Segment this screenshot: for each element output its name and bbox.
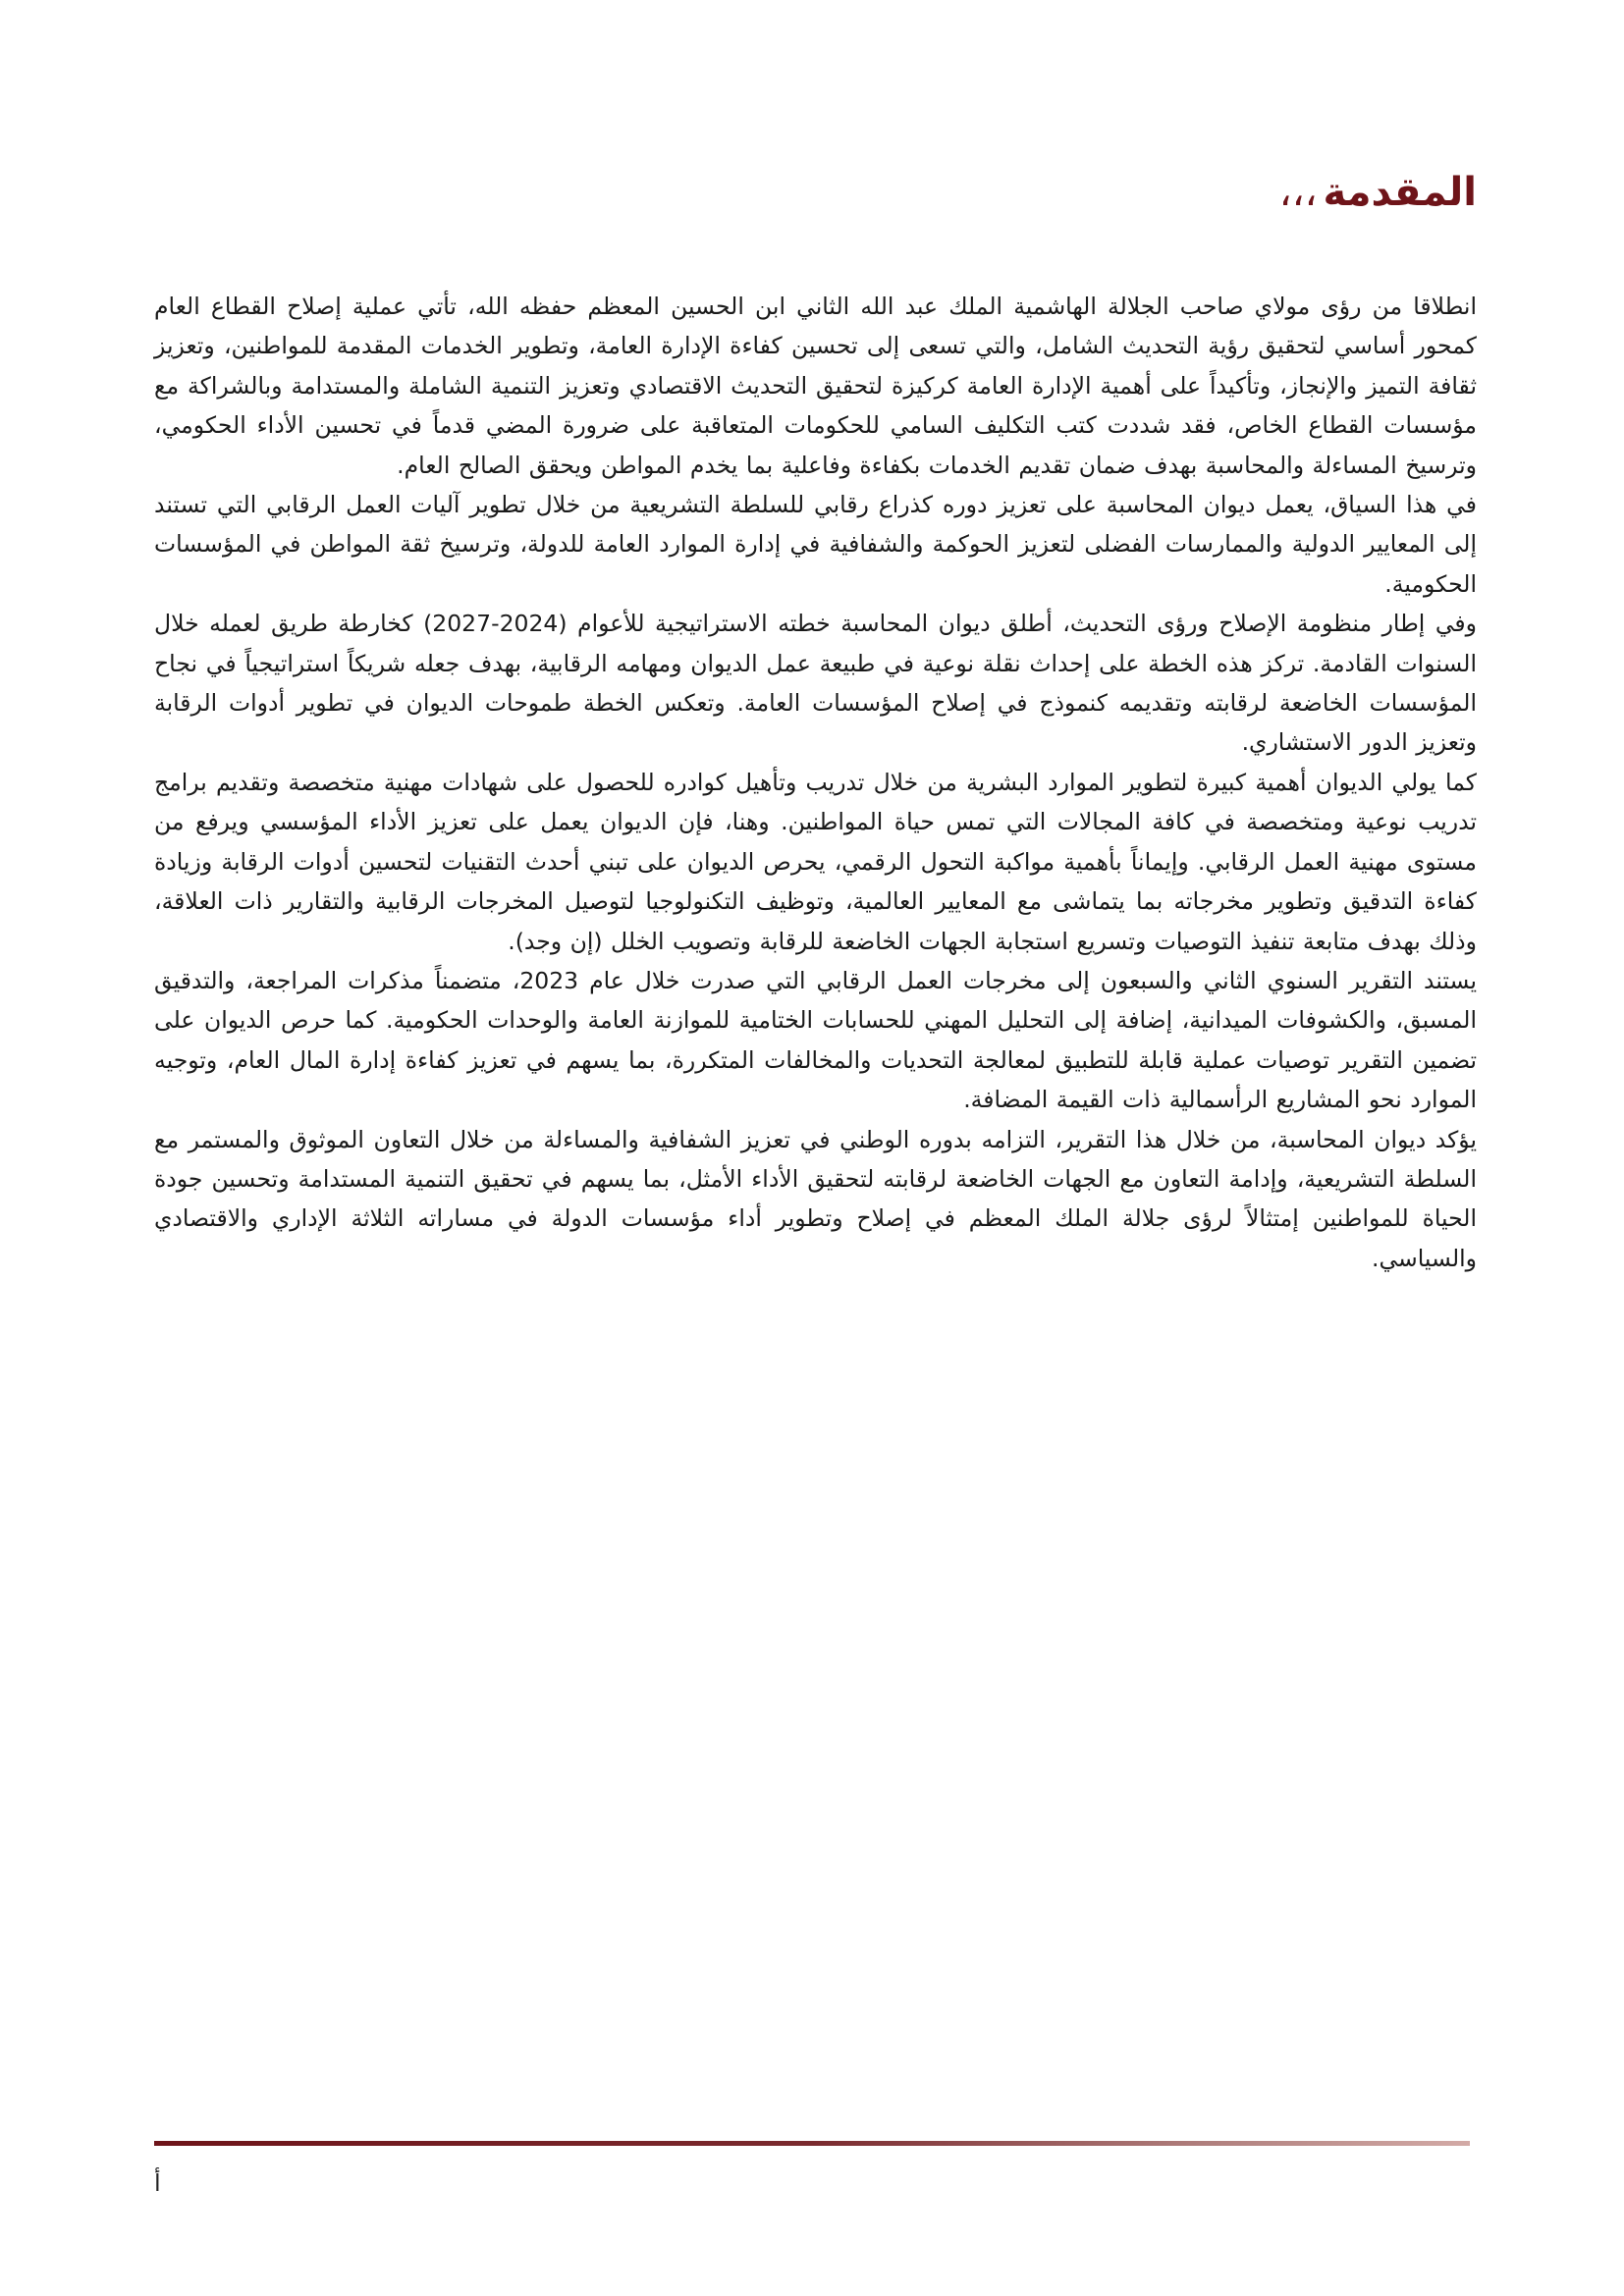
page-title-text: المقدمة bbox=[1323, 170, 1477, 215]
footer-divider bbox=[154, 2141, 1470, 2146]
page-title bbox=[1279, 169, 1477, 216]
paragraph-human-resources: كما يولي الديوان أهمية كبيرة لتطوير الموارد البشرية من خلال تدريب وتأهيل كوادره للحصول على شهادات مهنية متخصصة وتقديم برامج تدريب نوعية ومتخصصة في كافة المجالات التي تمس حياة المواطنين. وهنا، فإن الديوان يعمل على تعزيز الأداء المؤسسي ويرفع من مستوى مهنية العمل الرقابي. وإيماناً بأهمية مواكبة التحول الرقمي، يحرص الديوان على تبني أحدث التقنيات لتحسين أدوات الرقابة وزيادة كفاءة التدقيق وتطوير مخرجاته بما يتماشى مع المعايير العالمية، وتوظيف التكنولوجيا لتوصيل المخرجات الرقابية والتقارير ذات العلاقة، وذلك بهدف متابعة تنفيذ التوصيات وتسريع استجابة الجهات الخاضعة للرقابة وتصويب الخلل (إن وجد). bbox=[154, 768, 1477, 955]
document-page bbox=[154, 0, 1477, 2296]
paragraph-commitment: يؤكد ديوان المحاسبة، من خلال هذا التقرير، التزامه بدوره الوطني في تعزيز الشفافية والمساءلة من خلال التعاون الموثوق والمستمر مع السلطة التشريعية، وإدامة التعاون مع الجهات الخاضعة لرقابته لتحقيق الأداء الأمثل، بما يسهم في تحقيق التنمية المستدامة وتحسين جودة الحياة للمواطنين إمتثالاً لرؤى جلالة الملك المعظم في إصلاح وتطوير أداء مؤسسات الدولة في مساراته الثلاثة الإداري والاقتصادي والسياسي. bbox=[154, 1125, 1477, 1272]
paragraph-annual-report: يستند التقرير السنوي الثاني والسبعون إلى مخرجات العمل الرقابي التي صدرت خلال عام 2023، متضمناً مذكرات المراجعة، والتدقيق المسبق، والكشوفات الميدانية، إضافة إلى التحليل المهني للحسابات الختامية للموازنة العامة والوحدات الحكومية. كما حرص الديوان على تضمين التقرير توصيات عملية قابلة للتطبيق لمعالجة التحديات والمخالفات المتكررة، بما يسهم في تعزيز كفاءة إدارة المال العام، وتوجيه الموارد نحو المشاريع الرأسمالية ذات القيمة المضافة. bbox=[154, 966, 1478, 1114]
title-ellipsis: ،،، bbox=[1278, 170, 1318, 215]
paragraph-strategic-plan: وفي إطار منظومة الإصلاح ورؤى التحديث، أطلق ديوان المحاسبة خطته الاستراتيجية للأعوام (2024-2027) كخارطة طريق لعمله خلال السنوات القادمة. تركز هذه الخطة على إحداث نقلة نوعية في طبيعة عمل الديوان ومهامه الرقابية، بهدف جعله شريكاً استراتيجياً في نجاح المؤسسات الخاضعة لرقابته وتقديمه كنموذج في إصلاح المؤسسات العامة. وتعكس الخطة طموحات الديوان في تطوير أدوات الرقابة وتعزيز الدور الاستشاري. bbox=[154, 610, 1477, 757]
page-number: أ bbox=[154, 2169, 161, 2197]
paragraph-audit-bureau-role: في هذا السياق، يعمل ديوان المحاسبة على تعزيز دوره كذراع رقابي للسلطة التشريعية من خلال تطوير آليات العمل الرقابي التي تستند إلى المعايير الدولية والممارسات الفضلى لتعزيز الحوكمة والشفافية في إدارة الموارد العامة للدولة، وترسيخ ثقة المواطن في المؤسسات الحكومية. bbox=[154, 491, 1477, 598]
introduction-body bbox=[154, 287, 1477, 1278]
paragraph-royal-vision: انطلاقا من رؤى مولاي صاحب الجلالة الهاشمية الملك عبد الله الثاني ابن الحسين المعظم حفظه الله، تأتي عملية إصلاح القطاع العام كمحور أساسي لتحقيق رؤية التحديث الشامل، والتي تسعى إلى تحسين كفاءة الإدارة العامة، وتطوير الخدمات المقدمة للمواطنين، وتعزيز ثقافة التميز والإنجاز، وتأكيداً على أهمية الإدارة العامة كركيزة لتحقيق التحديث الاقتصادي وتعزيز التنمية الشاملة والمستدامة وبالشراكة مع مؤسسات القطاع الخاص، فقد شددت كتب التكليف السامي للحكومات المتعاقبة على ضرورة المضي قدماً في تحسين الأداء الحكومي، وترسيخ المساءلة والمحاسبة بهدف ضمان تقديم الخدمات بكفاءة وفاعلية بما يخدم المواطن ويحقق الصالح العام. bbox=[154, 293, 1477, 479]
